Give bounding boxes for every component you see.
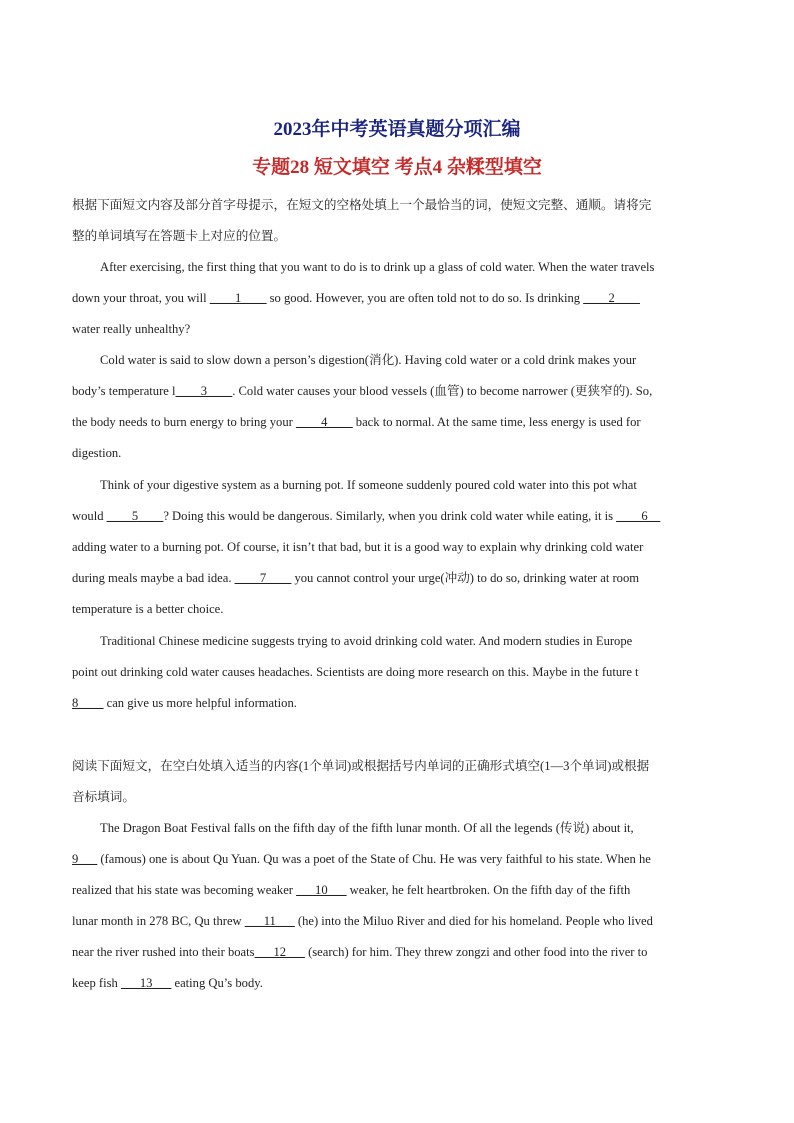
answer-blank[interactable]: 9___ [72, 852, 98, 866]
text-line: Cold water is said to slow down a person’s digestion(消化). Having cold water or a cold drink makes your [100, 353, 637, 367]
passage1-paragraph-2 [72, 345, 722, 469]
passage1-paragraph-1 [72, 252, 722, 345]
text-line: water really unhealthy? [72, 322, 191, 336]
text-line: 9___ (famous) one is about Qu Yuan. Qu was a poet of the State of Chu. He was very faithful to his state. When he [72, 852, 651, 866]
document-subtitle: 专题28 短文填空 考点4 杂糅型填空 [252, 157, 542, 178]
section1-instructions [72, 190, 722, 252]
answer-blank[interactable]: ___13___ [120, 976, 172, 990]
instruction-line: 根据下面短文内容及部分首字母提示，在短文的空格处填上一个最恰当的词，使短文完整、通顺。请将完 [72, 198, 652, 212]
text-line: temperature is a better choice. [72, 602, 224, 616]
text-line: down your throat, you will ____1____ so good. However, you are often told not to do so. Is drinking ____2____ [72, 291, 640, 305]
answer-blank[interactable]: ___10___ [296, 883, 347, 897]
text-line: during meals maybe a bad idea. ____7____ you cannot control your urge(冲动) to do so, drinking water at room [72, 571, 640, 585]
text-line: point out drinking cold water causes headaches. Scientists are doing more research on this. Maybe in the future t [72, 665, 639, 679]
answer-blank[interactable]: 8____ [72, 696, 104, 710]
answer-blank[interactable]: ___12___ [254, 945, 305, 959]
text-line: lunar month in 278 BC, Qu threw ___11___ (he) into the Miluo River and died for his homeland. People who lived [72, 914, 653, 928]
answer-blank[interactable]: ____3____ [175, 384, 233, 398]
text-line: body’s temperature l____3____. Cold water causes your blood vessels (血管) to become narrower (更狭窄的). So, [72, 384, 653, 398]
instruction-line: 整的单词填写在答题卡上对应的位置。 [72, 229, 287, 243]
answer-blank[interactable]: ____2____ [583, 291, 640, 305]
text-line: The Dragon Boat Festival falls on the fifth day of the fifth lunar month. Of all the legends (传说) about it, [100, 821, 634, 835]
passage1-paragraph-3 [72, 470, 722, 625]
instruction-line: 阅读下面短文，在空白处填入适当的内容(1个单词)或根据括号内单词的正确形式填空(1—3个单词)或根据 [72, 759, 650, 773]
text-line: the body needs to burn energy to bring your ____4____ back to normal. At the same time, less energy is used for [72, 415, 641, 429]
instruction-line: 音标填词。 [72, 790, 135, 804]
document-title: 2023年中考英语真题分项汇编 [273, 119, 521, 140]
text-line: near the river rushed into their boats___12___ (search) for him. They threw zongzi and other food into the river to [72, 945, 648, 959]
text-line: digestion. [72, 446, 122, 460]
text-line: would ____5____? Doing this would be dangerous. Similarly, when you drink cold water while eating, it is ____6__ [72, 509, 661, 523]
text-line: Think of your digestive system as a burning pot. If someone suddenly poured cold water into this pot what [100, 478, 637, 492]
section2-instructions [72, 751, 722, 813]
answer-blank[interactable]: ___11___ [244, 914, 295, 928]
passage1-paragraph-4 [72, 626, 722, 719]
passage2-paragraph-1 [72, 813, 722, 999]
answer-blank[interactable]: ____4____ [295, 415, 353, 429]
text-line: After exercising, the first thing that you want to do is to drink up a glass of cold water. When the water travels [100, 260, 655, 274]
text-line: 8____ can give us more helpful information. [72, 696, 297, 710]
answer-blank[interactable]: ____7____ [234, 571, 292, 585]
text-line: Traditional Chinese medicine suggests trying to avoid drinking cold water. And modern studies in Europe [100, 634, 633, 648]
answer-blank[interactable]: ____6__ [616, 509, 661, 523]
text-line: realized that his state was becoming weaker ___10___ weaker, he felt heartbroken. On the fifth day of the fifth [72, 883, 631, 897]
answer-blank[interactable]: ____5____ [106, 509, 164, 523]
text-line: keep fish ___13___ eating Qu’s body. [72, 976, 263, 990]
answer-blank[interactable]: ____1____ [209, 291, 267, 305]
text-line: adding water to a burning pot. Of course, it isn’t that bad, but it is a good way to explain why drinking cold water [72, 540, 644, 554]
